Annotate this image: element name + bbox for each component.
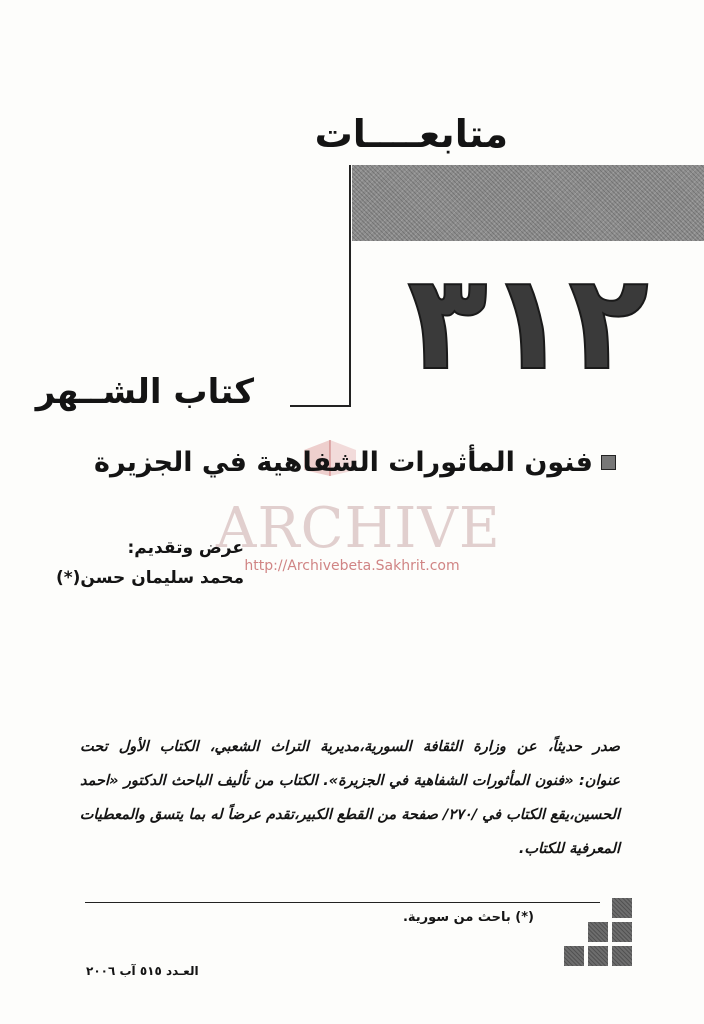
article-title: فنون المأثورات الشفاهية في الجزيرة bbox=[94, 447, 593, 478]
deco-square bbox=[612, 898, 632, 918]
body-line: صدر حديثاً، عن وزارة الثقافة السورية،مديرية التراث الشعبي، الكتاب الأول تحت bbox=[80, 739, 620, 755]
deco-square bbox=[612, 946, 632, 966]
body-paragraph bbox=[80, 730, 620, 866]
author-name: محمد سليمان حسن(*) bbox=[56, 568, 244, 588]
footer-issue-info: العـدد ٥١٥ آب ٢٠٠٦ bbox=[86, 964, 199, 978]
header-band bbox=[352, 165, 704, 241]
bullet-square-icon bbox=[601, 455, 616, 470]
body-line: عنوان: «فنون المأثورات الشفاهية في الجزيرة». الكتاب من تأليف الباحث الدكتور «احمد bbox=[80, 773, 620, 789]
deco-square bbox=[588, 946, 608, 966]
body-line: الحسين،يقع الكتاب في /٢٧٠/ صفحة من القطع الكبير،تقدم عرضاً له بما يتسق والمعطيات bbox=[79, 807, 620, 823]
article-title-row bbox=[94, 447, 616, 478]
issue-number: ٣١٢ bbox=[407, 246, 649, 400]
frame-vertical-line bbox=[349, 165, 351, 407]
footnote-divider bbox=[85, 902, 600, 903]
credit-label: عرض وتقديم: bbox=[127, 538, 244, 558]
watermark-url[interactable]: http://Archivebeta.Sakhrit.com bbox=[244, 558, 460, 574]
frame-horizontal-line bbox=[290, 405, 351, 407]
deco-square bbox=[612, 922, 632, 942]
footnote: (*) باحث من سورية. bbox=[402, 910, 534, 925]
watermark-text: ARCHIVE bbox=[216, 496, 501, 561]
section-title: متابعــــات bbox=[314, 112, 508, 156]
deco-square bbox=[588, 922, 608, 942]
body-line: المعرفية للكتاب. bbox=[518, 841, 620, 857]
deco-square bbox=[564, 946, 584, 966]
book-of-month-heading: كتاب الشــهر bbox=[35, 372, 254, 412]
